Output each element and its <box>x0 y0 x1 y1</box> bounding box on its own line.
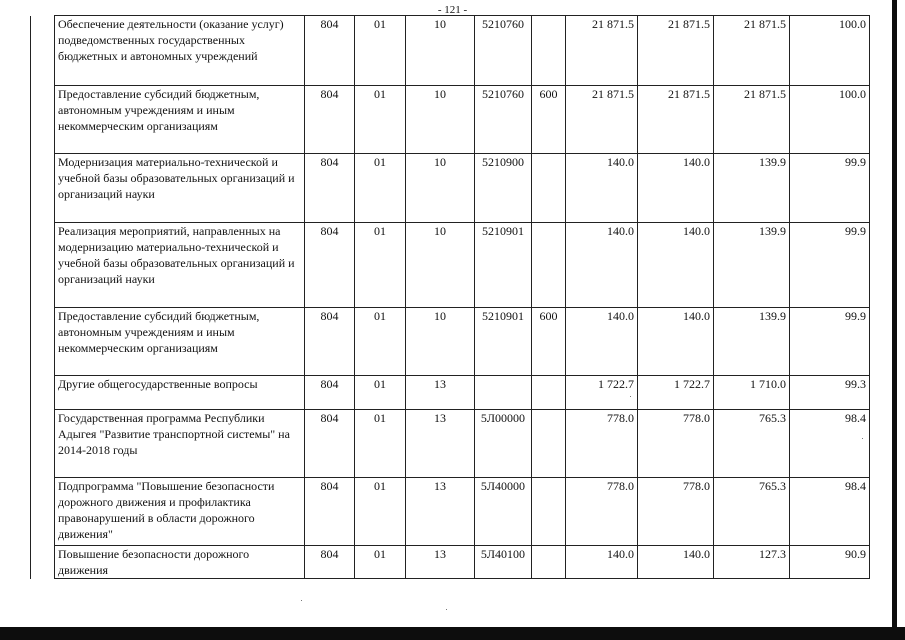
cell-expense <box>532 410 566 478</box>
scan-speck <box>446 609 447 610</box>
cell-refined: 778.0 <box>638 478 714 546</box>
row-indent-cell <box>31 546 55 579</box>
cell-ministry: 804 <box>305 154 355 223</box>
cell-executed: 127.3 <box>714 546 790 579</box>
table-row <box>31 154 870 223</box>
cell-subsection: 13 <box>406 410 475 478</box>
cell-subsection: 13 <box>406 376 475 410</box>
cell-percent: 99.9 <box>790 223 870 308</box>
cell-percent: 100.0 <box>790 16 870 86</box>
row-indent-cell <box>31 223 55 308</box>
cell-expense <box>532 223 566 308</box>
cell-subsection: 10 <box>406 16 475 86</box>
cell-name: Обеспечение деятельности (оказание услуг) подведомственных государственных бюджетных и автономных учреждений <box>55 16 305 86</box>
cell-name: Модернизация материально-технической и учебной базы образовательных организаций и организаций науки <box>55 154 305 223</box>
cell-percent: 98.4 <box>790 478 870 546</box>
scan-bottom-edge <box>0 627 905 640</box>
cell-target: 5Л40000 <box>475 478 532 546</box>
row-indent-cell <box>31 376 55 410</box>
cell-percent: 98.4 <box>790 410 870 478</box>
table-row <box>31 223 870 308</box>
cell-refined: 21 871.5 <box>638 16 714 86</box>
scan-speck <box>301 600 302 601</box>
cell-section: 01 <box>355 376 406 410</box>
cell-approved: 778.0 <box>566 410 638 478</box>
cell-subsection: 13 <box>406 478 475 546</box>
cell-executed: 139.9 <box>714 223 790 308</box>
cell-executed: 139.9 <box>714 154 790 223</box>
cell-ministry: 804 <box>305 308 355 376</box>
cell-name: Предоставление субсидий бюджетным, автономным учреждениям и иным некоммерческим организациям <box>55 86 305 154</box>
cell-expense: 600 <box>532 308 566 376</box>
cell-expense <box>532 16 566 86</box>
row-indent-cell <box>31 154 55 223</box>
row-indent-cell <box>31 86 55 154</box>
cell-expense <box>532 478 566 546</box>
cell-ministry: 804 <box>305 16 355 86</box>
cell-target: 5Л40100 <box>475 546 532 579</box>
row-indent-cell <box>31 16 55 86</box>
cell-approved: 21 871.5 <box>566 86 638 154</box>
cell-percent: 99.3 <box>790 376 870 410</box>
cell-expense <box>532 154 566 223</box>
cell-ministry: 804 <box>305 546 355 579</box>
cell-subsection: 10 <box>406 223 475 308</box>
cell-subsection: 10 <box>406 308 475 376</box>
table-row <box>31 546 870 579</box>
cell-executed: 21 871.5 <box>714 86 790 154</box>
cell-section: 01 <box>355 154 406 223</box>
cell-executed: 139.9 <box>714 308 790 376</box>
cell-section: 01 <box>355 86 406 154</box>
cell-target <box>475 376 532 410</box>
cell-refined: 21 871.5 <box>638 86 714 154</box>
cell-approved: 140.0 <box>566 154 638 223</box>
cell-target: 5210901 <box>475 308 532 376</box>
cell-name: Реализация мероприятий, направленных на модернизацию материально-технической и учебной базы образовательных организаций и организаций науки <box>55 223 305 308</box>
cell-section: 01 <box>355 223 406 308</box>
cell-expense <box>532 376 566 410</box>
scan-speck <box>630 396 631 397</box>
page-number: - 121 - <box>437 4 468 16</box>
cell-target: 5210760 <box>475 16 532 86</box>
cell-executed: 765.3 <box>714 478 790 546</box>
cell-name: Предоставление субсидий бюджетным, автономным учреждениям и иным некоммерческим организациям <box>55 308 305 376</box>
cell-target: 5210760 <box>475 86 532 154</box>
cell-subsection: 13 <box>406 546 475 579</box>
cell-percent: 100.0 <box>790 86 870 154</box>
cell-approved: 1 722.7 <box>566 376 638 410</box>
cell-subsection: 10 <box>406 86 475 154</box>
budget-execution-table <box>30 15 870 579</box>
cell-approved: 140.0 <box>566 546 638 579</box>
cell-subsection: 10 <box>406 154 475 223</box>
cell-approved: 778.0 <box>566 478 638 546</box>
cell-ministry: 804 <box>305 86 355 154</box>
cell-ministry: 804 <box>305 478 355 546</box>
cell-ministry: 804 <box>305 223 355 308</box>
cell-target: 5Л00000 <box>475 410 532 478</box>
cell-target: 5210900 <box>475 154 532 223</box>
scan-speck <box>862 438 863 439</box>
cell-refined: 140.0 <box>638 546 714 579</box>
cell-ministry: 804 <box>305 376 355 410</box>
scan-right-edge <box>892 0 897 627</box>
row-indent-cell <box>31 308 55 376</box>
table-row <box>31 478 870 546</box>
cell-approved: 140.0 <box>566 223 638 308</box>
table-row <box>31 376 870 410</box>
cell-refined: 140.0 <box>638 154 714 223</box>
cell-executed: 1 710.0 <box>714 376 790 410</box>
cell-approved: 21 871.5 <box>566 16 638 86</box>
row-indent-cell <box>31 478 55 546</box>
cell-executed: 765.3 <box>714 410 790 478</box>
cell-refined: 140.0 <box>638 223 714 308</box>
table-row <box>31 410 870 478</box>
cell-ministry: 804 <box>305 410 355 478</box>
cell-refined: 1 722.7 <box>638 376 714 410</box>
cell-section: 01 <box>355 410 406 478</box>
cell-percent: 90.9 <box>790 546 870 579</box>
table-body <box>31 16 870 579</box>
cell-target: 5210901 <box>475 223 532 308</box>
cell-expense: 600 <box>532 86 566 154</box>
cell-section: 01 <box>355 16 406 86</box>
cell-refined: 140.0 <box>638 308 714 376</box>
cell-expense <box>532 546 566 579</box>
table-row <box>31 308 870 376</box>
cell-section: 01 <box>355 546 406 579</box>
cell-name: Подпрограмма "Повышение безопасности дорожного движения и профилактика правонарушений в области дорожного движения" <box>55 478 305 546</box>
cell-name: Государственная программа Республики Адыгея "Развитие транспортной системы" на 2014-2018 годы <box>55 410 305 478</box>
table-row <box>31 16 870 86</box>
cell-percent: 99.9 <box>790 154 870 223</box>
cell-name: Другие общегосударственные вопросы <box>55 376 305 410</box>
cell-name: Повышение безопасности дорожного движения <box>55 546 305 579</box>
cell-refined: 778.0 <box>638 410 714 478</box>
cell-section: 01 <box>355 478 406 546</box>
cell-executed: 21 871.5 <box>714 16 790 86</box>
cell-approved: 140.0 <box>566 308 638 376</box>
row-indent-cell <box>31 410 55 478</box>
cell-percent: 99.9 <box>790 308 870 376</box>
cell-section: 01 <box>355 308 406 376</box>
table-row <box>31 86 870 154</box>
